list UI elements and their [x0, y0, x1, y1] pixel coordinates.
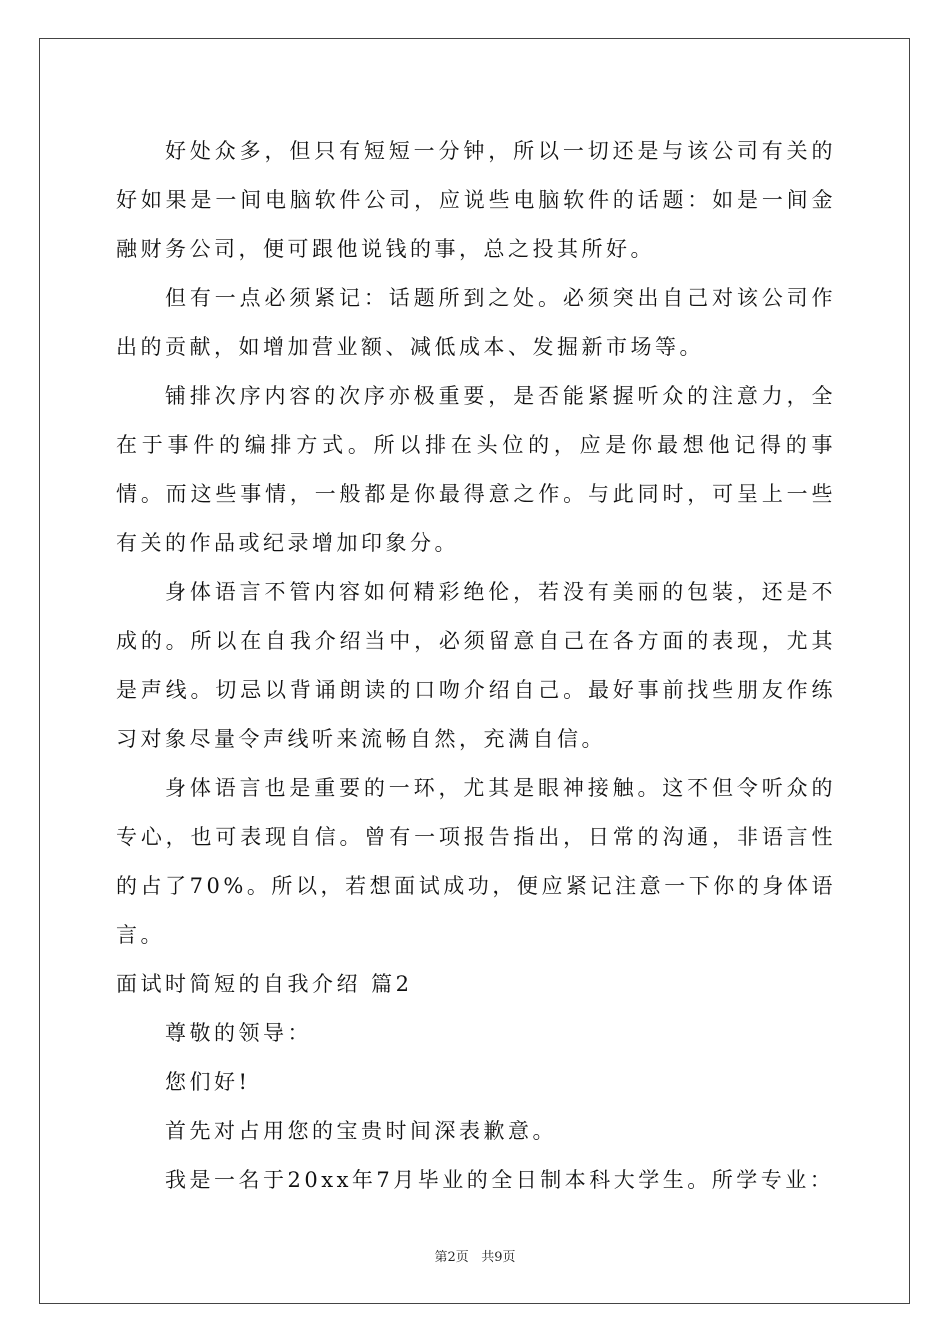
section-heading: 面试时简短的自我介绍 篇2: [116, 972, 413, 996]
paragraph: 铺排次序内容的次序亦极重要，是否能紧握听众的注意力，全在于事件的编排方式。所以排在头位的，应是你最想他记得的事情。而这些事情，一般都是你最得意之作。与此同时，可呈上一些有关的作品或纪录增加印象分。: [116, 384, 836, 555]
page-total: 共9页: [481, 1250, 516, 1265]
letter-line: 我是一名于20xx年7月毕业的全日制本科大学生。所学专业：: [165, 1168, 835, 1192]
document-body: [116, 127, 836, 1205]
page-number: 第2页: [434, 1250, 469, 1265]
paragraph: 身体语言也是重要的一环，尤其是眼神接触。这不但令听众的专心，也可表现自信。曾有一项报告指出，日常的沟通，非语言性的占了70%。所以，若想面试成功，便应紧记注意一下你的身体语言。: [116, 776, 836, 947]
letter-salutation: 尊敬的领导：: [165, 1021, 312, 1045]
page-footer: [0, 1246, 950, 1265]
paragraph: 好处众多，但只有短短一分钟，所以一切还是与该公司有关的好如果是一间电脑软件公司，应说些电脑软件的话题：如是一间金融财务公司，便可跟他说钱的事，总之投其所好。: [116, 139, 836, 261]
letter-line: 首先对占用您的宝贵时间深表歉意。: [165, 1119, 557, 1143]
paragraph: 身体语言不管内容如何精彩绝伦，若没有美丽的包装，还是不成的。所以在自我介绍当中，必须留意自己在各方面的表现，尤其是声线。切忌以背诵朗读的口吻介绍自己。最好事前找些朋友作练习对象尽量令声线听来流畅自然，充满自信。: [116, 580, 836, 751]
letter-greeting: 您们好!: [165, 1070, 251, 1094]
paragraph: 但有一点必须紧记：话题所到之处。必须突出自己对该公司作出的贡献，如增加营业额、减低成本、发掘新市场等。: [116, 286, 836, 359]
